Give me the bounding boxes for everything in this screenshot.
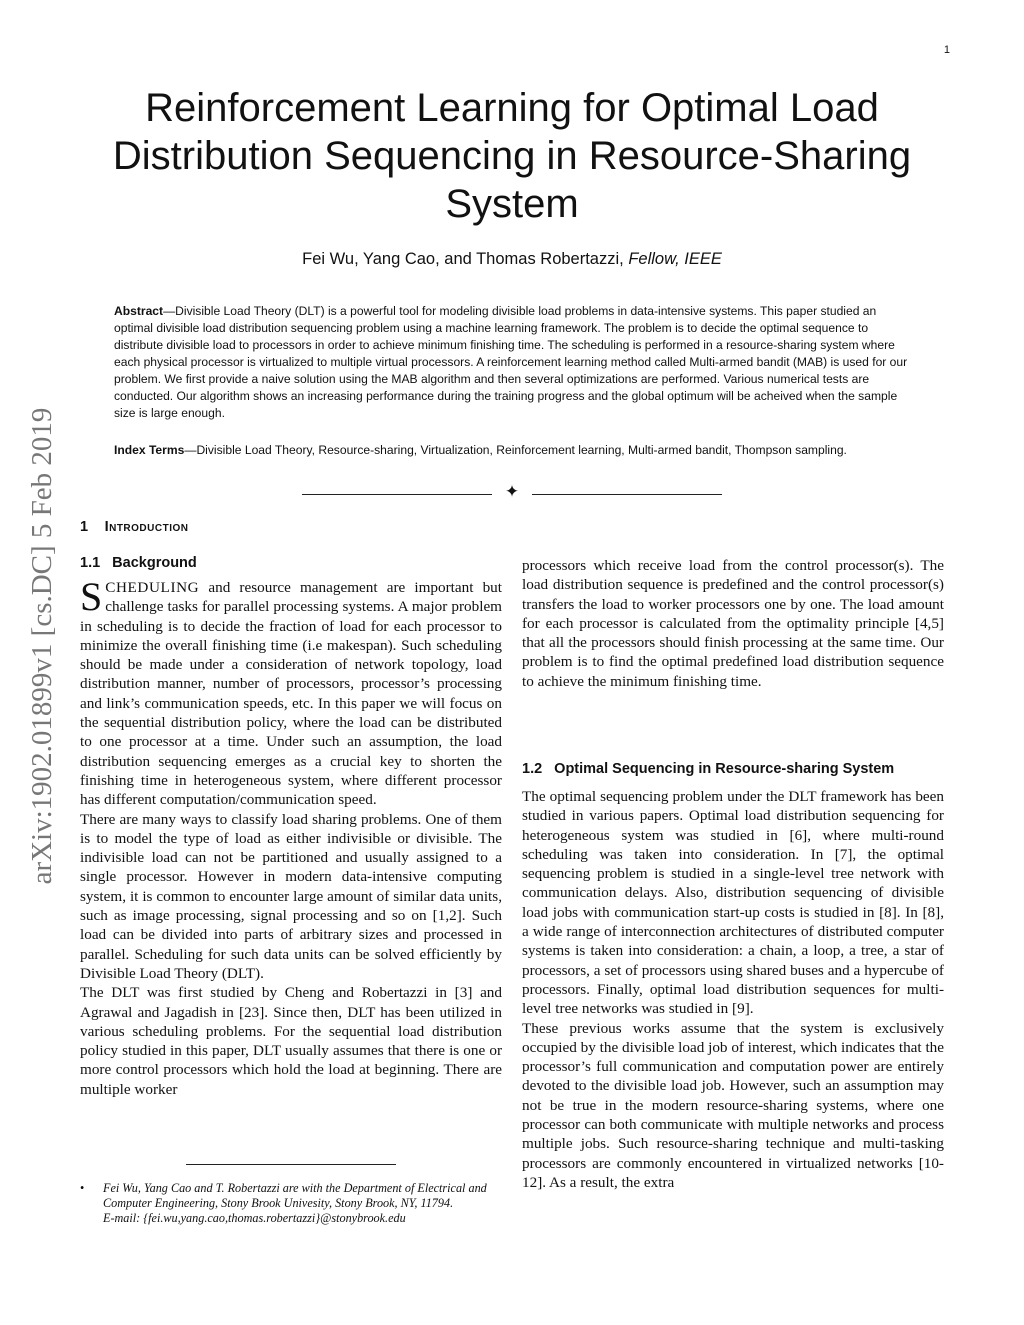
abstract-label: Abstract — [114, 304, 164, 318]
abstract-text: —Divisible Load Theory (DLT) is a powerful tool for modeling divisible load problems in data-intensive systems. This paper studied an optimal divisible load distribution sequencing problem using a machine learning framework. The problem is to decide the optimal sequence to distribute divisible load to processors in order to achieve minimum finishing time. The scheduling is performed in a resource-sharing system where each physical processor is virtualized to multiple virtual processors. A reinforcement learning method called Multi-armed bandit (MAB) is used for our problem. We first provide a naive solution using the MAB algorithm and then several optimizations are performed. Various numerical tests are conducted. Our algorithm shows an increasing performance during the training progress and the global optimum will be acheived when the sample size is large enough. — [114, 304, 908, 420]
subsection-number: 1.1 — [80, 555, 101, 571]
paragraph: These previous works assume that the system is exclusively occupied by the divisible load job of interest, which indicates that the processor’s full communication and computation power are entirely devoted to the divisible load job. However, such an assumption may not be true in the modern resource-sharing systems, where one processor can both communicate with multiple networks and process multiple jobs. Such resource-sharing technique and multi-tasking processors are commonly encountered in virtualized networks [10-12]. As a result, the extra — [522, 1019, 944, 1191]
page-number: 1 — [943, 44, 950, 56]
paragraph: There are many ways to classify load sharing problems. One of them is to model the type of load as either indivisible or divisible. The indivisible load can not be partitioned and usually assigned to a single processor. However in modern data-intensive computing system, it is common to encounter large amount of similar data units, such as image processing, signal processing and so on [1,2]. Such load can be divided into parts of arbitrary sizes and processed in parallel. Scheduling for such data units can be solved efficiently by Divisible Load Theory (DLT). — [80, 810, 502, 982]
separator-line-right — [532, 494, 722, 495]
paragraph-text: and resource management are important but challenge tasks for parallel processing systems. A major problem in scheduling is to decide the fraction of load for each processor to minimize the overall finishing time (i.e makespan). Such scheduling should be made under a consideration of network topology, load distribution manner, number of processors, processor’s processing and link’s communication speeds, etc. In this paper we will focus on the sequential distribution policy, where the load can be distributed to one processor at a time. Under such an assumption, the load distribution sequencing emerges as a crucial key to shorten the finishing time in heterogeneous system, where different processor has different computation/communication speed. — [80, 579, 502, 809]
author-affiliation-title: Fellow, IEEE — [628, 250, 722, 268]
author-names: Fei Wu, Yang Cao, and Thomas Robertazzi, — [302, 250, 624, 268]
footnote-bullet-icon: • — [80, 1181, 85, 1195]
subsection-heading-optimal-sequencing — [522, 761, 894, 777]
drop-cap: S — [80, 574, 103, 619]
separator-star-icon: ✦ — [504, 482, 520, 501]
small-caps-lead: CHEDULING — [105, 579, 200, 596]
paragraph: processors which receive load from the control processor(s). The load distribution sequence is predefined and the control processor(s) transfers the load to worker processors one by one. The load amount for each processor is calculated from the optimality principle [4,5] that all the processors should finish processing at the same time. Our problem is to find the optimal predefined load distribution sequence to achieve the minimum finishing time. — [522, 557, 944, 690]
index-terms-text: —Divisible Load Theory, Resource-sharing, Virtualization, Reinforcement learning, Multi-armed bandit, Thompson sampling. — [184, 443, 847, 457]
paragraph: The DLT was first studied by Cheng and Robertazzi in [3] and Agrawal and Jagadish in [23]. Since then, DLT has been utilized in various scheduling problems. For the sequential load distribution policy studied in this paper, DLT usually assumes that there is one or more control processors which hold the load at beginning. There are multiple worker — [80, 984, 502, 1098]
paragraph: The optimal sequencing problem under the DLT framework has been studied in various papers. Optimal load distribution sequencing for heterogeneous system was studied in [6], where multi-round scheduling was taken into consideration. In [7], the optimal sequencing problem is studied in a single-level tree network with communication delays. Also, distribution sequencing of divisible load jobs with communication start-up costs is studied in [8]. In [8], a wide range of interconnection architectures of distributed computer systems is taken into consideration: a chain, a loop, a tree, a star of processors, a set of processors using shared buses and a hypercube of processors. Finally, optimal load distribution sequences for multi-level tree networks was studied in [9]. — [522, 788, 944, 1018]
subsection-title: Background — [112, 555, 197, 571]
subsection-number: 1.2 — [522, 761, 543, 777]
section-number: 1 — [80, 519, 89, 535]
index-terms-label: Index Terms — [114, 443, 185, 457]
left-column-body — [80, 574, 502, 1099]
right-column-body-bottom — [522, 787, 944, 1192]
paper-title: Reinforcement Learning for Optimal Load Distribution Sequencing in Resource-Sharing System — [112, 86, 912, 226]
subsection-title: Optimal Sequencing in Resource-sharing System — [554, 761, 895, 777]
index-terms — [114, 442, 914, 459]
separator-line-left — [302, 494, 492, 495]
footnote-text: Fei Wu, Yang Cao and T. Robertazzi are with the Department of Electrical and Computer Engineering, Stony Brook Univesity, Stony Brook, NY, 11794. — [103, 1181, 487, 1210]
paragraph — [80, 574, 502, 810]
section-heading-introduction — [80, 519, 189, 535]
section-title: Introduction — [104, 519, 189, 535]
footnote-rule — [186, 1164, 396, 1165]
arxiv-identifier-stamp: arXiv:1902.01899v1 [cs.DC] 5 Feb 2019 — [26, 407, 58, 885]
footnote-email: E-mail: {fei.wu,yang.cao,thomas.robertazzi}@stonybrook.edu — [103, 1211, 406, 1225]
subsection-heading-background — [80, 555, 197, 571]
author-line — [80, 248, 944, 270]
author-footnote — [80, 1181, 502, 1226]
right-column-body-top — [522, 556, 944, 691]
abstract — [114, 303, 914, 422]
